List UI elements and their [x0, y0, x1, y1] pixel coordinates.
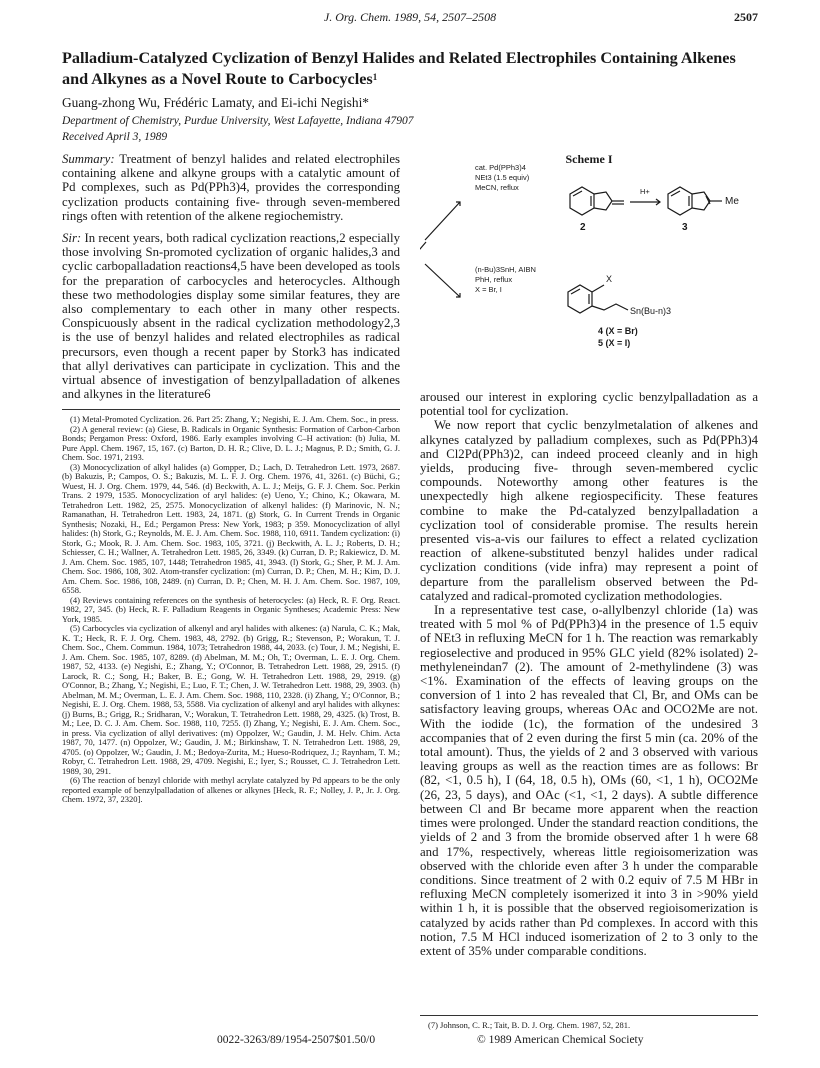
footnote-5: (5) Carbocycles via cyclization of alkenyl and aryl halides with alkenes: (a) Narula, C. K.; Mak, K. T.; Heck, R. F. J. Org. Chem. 1983, 48, 2792. (b) Grigg, R.; Stevenson, P.; Worakun, T. J. Chem. Soc., Chem. Commun. 1984, 1073; Tetrahedron 1988, 44, 2033. (c) Tour, J. M.; Negishi, E. J. Am. Chem. Soc. 1985, 107, 8289. (d) Abelman, M. M.; Oh, T.; Overman, L. E. J. Org. Chem. 1987, 52, 4133. (e) Negishi, E.; Zhang, Y.; O'Connor, B. Tetrahedron Lett. 1988, 29, 2915. (f) Larock, R. C.; Song, H.; Baker, B. E.; Gong, W. H. Tetrahedron Lett. 1988, 29, 2919. (g) O'Connor, B.; Zhang, Y.; Negishi, E.; Luo, F. T.; Chen, J. W. Tetrahedron Lett. 1988, 29, 3903. (h) Abelman, M. M.; Overman, L. E. J. Am. Chem. Soc. 1988, 110, 2328. (i) Zhang, Y.; O'Connor, B.; Negishi, E. J. Org. Chem. 1988, 53, 5588. Via cyclization of alkenyl and aryl halides with alkynes: (j) Burns, B.; Grigg, R.; Sridharan, V.; Worakun, T. Tetrahedron Lett. 1988, 29, 4325. (k) Trost, B. M.; Lee, D. C. J. Am. Chem. Soc. 1988, 110, 7255. (l) Zhang, Y.; Negishi, E. J. Am. Chem. Soc., in press. Via cyclization of allyl derivatives: (m) Oppolzer, W.; Gaudin, J. M. Helv. Chim. Acta 1987, 70, 1477. (n) Oppolzer, W.; Gaudin, J. M.; Birkinshaw, T. N. Tetrahedron Lett. 1988, 29, 4705. (o) Oppolzer, W.; Gaudin, J. M.; Bedoya-Zurita, M.; Hueso-Rodriquez, J.; Raynham, T. M.; Robyr, C. Tetrahedron Lett. 1988, 29, 4709. Negishi, E.; Iyer, S.; Rousset, C. J. Tetrahedron Lett. 1989, 30, 291. [62, 623, 400, 776]
compound-3-structure [668, 187, 722, 215]
footnote-7: (7) Johnson, C. R.; Tait, B. D. J. Org. Chem. 1987, 52, 281. [428, 1020, 631, 1030]
reagent-1-line-3: MeCN, reflux [475, 183, 519, 192]
page-header [62, 10, 758, 30]
footnote-7-block [420, 1007, 758, 1031]
journal-reference: J. Org. Chem. 1989, 54, 2507–2508 [323, 10, 497, 24]
reaction-arrow-1 [425, 202, 460, 240]
reagent-1-line-2: NEt3 (1.5 equiv) [475, 173, 530, 182]
footnote-2: (2) A general review: (a) Giese, B. Radicals in Organic Synthesis: Formation of Carbon-Carbon Bonds; Pergamon Press: Oxford, 1986. Early examples involving C–H activation: (b) Julia, M. Pure Appl. Chem. 1967, 15, 167. (c) Barton, D. H. R.; Clive, D. L. J.; Magnus, P. D.; Smith, G. J. Chem. Soc. 1971, 2193. [62, 423, 400, 463]
left-column [62, 152, 400, 805]
x-substituent-4: X [606, 274, 613, 284]
tin-substituent-label: Sn(Bu-n)3 [630, 306, 672, 316]
issn-code: 0022-3263/89/1954-2507$01.50/0 [217, 1034, 376, 1046]
sir-paragraph [62, 231, 400, 401]
footnotes [62, 415, 400, 805]
scheme-1 [420, 152, 758, 389]
reagent-2-line-1: (n-Bu)3SnH, AIBN [475, 265, 536, 274]
reaction-arrow-2 [425, 264, 460, 297]
footnote-7-divider [420, 1015, 758, 1016]
summary-text: Treatment of benzyl halides and related electrophiles containing alkene and alkyne groups with a catalytic amount of Pd complexes, such as Pd(PPh3)4, provides the corresponding cyclization products containing five- through seven-membered rings often with retention of the alkene regiochemistry. [62, 152, 401, 223]
authors: Guang-zhong Wu, Frédéric Lamaty, and Ei-ichi Negishi* [62, 95, 369, 110]
right-paragraph-2: We now report that cyclic benzylmetalation of alkenes and alkynes catalyzed by palladium complexes, such as Pd(PPh3)4 and Cl2Pd(PPh3)2, can indeed proceed cleanly and in high yields, producing five- through seven-membered cyclic compounds. Noteworthy among other features is the unexpectedly high alkene regiospecificity. These features combine to make the Pd-catalyzed benzylpalladation a cyclization tool of considerable promise. The results herein presented vis-a-vis our failures to effect a related cyclization reaction of alkene-substituted benzyl halides under radical cyclization conditions (vide infra) may represent a point of departure from the parallelism observed between the Pd-catalyzed and radical-promoted cyclization methodologies. [420, 418, 758, 603]
right-paragraph-1: aroused our interest in exploring cyclic benzylpalladation as a potential tool for cyclization. [420, 390, 758, 419]
compound-5-label: 5 (X = I) [598, 338, 631, 348]
compound-2-label: 2 [580, 222, 586, 233]
page-number: 2507 [734, 10, 758, 24]
summary [62, 152, 400, 223]
copyright: © 1989 American Chemical Society [477, 1034, 644, 1046]
sir-text: In recent years, both radical cyclization reactions,2 especially those involving Sn-promoted cyclization of organic halides,3 and cyclic carbopalladation reactions4,5 have been developed as tools for the preparation of carbocycles and heterocycles. Although these two methodologies display some similar features, they are also complementary to each other in many other respects. Conspicuously absent in the radical cyclization methodology2,3 is the use of benzyl halides and related electrophiles as radical precursors, even though a recent paper by Stork3 has indicated that allyl derivatives can participate in cyclization. This and the virtual absence of investigation of benzylpalladation of alkenes and alkynes in the literature6 [62, 231, 401, 402]
reagent-1-line-1: cat. Pd(PPh3)4 [475, 163, 526, 172]
compound-2-structure [570, 187, 624, 215]
footnote-4: (4) Reviews containing references on the synthesis of heterocycles: (a) Heck, R. F. Org. React. 1982, 27, 345. (b) Heck, R. F. Palladium Reagents in Organic Syntheses; Academic Press: New York, 1985. [62, 594, 400, 624]
affiliation: Department of Chemistry, Purdue University, West Lafayette, Indiana 47907 [62, 115, 414, 127]
footnote-1: (1) Metal-Promoted Cyclization. 26. Part 25: Zhang, Y.; Negishi, E. J. Am. Chem. Soc., in press. [70, 414, 399, 425]
article-title-text: Palladium-Catalyzed Cyclization of Benzyl Halides and Related Electrophiles Containing Alkenes and Alkynes as a Novel Route to Carbocycles [62, 49, 736, 88]
received-date: Received April 3, 1989 [62, 131, 168, 143]
right-paragraph-3: In a representative test case, o-allylbenzyl chloride (1a) was treated with 5 mol % of Pd(PPh3)4 in the presence of 1.5 equiv of NEt3 in refluxing MeCN for 1 h. The reaction was remarkably regioselective and produced in 95% GLC yield (82% isolated) 2-methyleneindan7 (2). The amount of 2-methylindene (3) was <1%. Examination of the effects of leaving groups on the conversion of 1 into 2 has revealed that Cl, Br, and OMs can be satisfactory leaving groups, whereas OAc and OCO2Me are not. With the iodide (1c), the formation of the undesired 3 accompanies that of 2 even during the first 5 min (ca. 20% of the total amount). Thus, the yields of 2 and 3 observed with various leaving groups as well as the reaction times are as follows: Br (82, <1, 0.5 h), I (64, 18, 0.5 h), OMs (60, <1, 1 h), OCO2Me (26, 23, 5 days), and OAc (<1, <1, 2 days). A subtle difference between Cl and Br became more apparent when the reaction times were prolonged. Under the standard reaction conditions, the yields of 2 and 3 from the bromide observed after 1 h were 68 and 17%, respectively, whereas little regioisomerization was observed with the chloride even after 3 h under the comparable conditions. Since treatment of 2 with 0.2 equiv of 7.5 M HBr in refluxing MeCN completely isomerized it into 3 in >90% yield within 1 h, it is possible that the observed regioisomerization is catalyzed by acids rather than Pd complexes. In accord with this notion, 7.5 M HCl induced isomerization of 2 to 3 only to the extent of 35% under comparable conditions. [420, 603, 758, 958]
compound-4-5-structure [568, 285, 628, 313]
footnote-3: (3) Monocyclization of alkyl halides (a) Gompper, D.; Lach, D. Tetrahedron Lett. 1973, 2687. (b) Bakuzis, P.; Campos, O. S.; Bakuzis, M. L. F. J. Org. Chem. 1976, 41, 3261. (c) Büchi, G.; Wuest, H. J. Org. Chem. 1979, 44, 546. (d) Beckwith, A. L. J.; Meijs, G. F. J. Chem. Soc. Perkin Trans. 2 1979, 1535. Monocyclization of aryl halides: (e) Ueno, Y.; Chino, K.; Okawara, M. Tetrahedron Lett. 1982, 25, 2575. Monocyclization of alkenyl halides: (f) Marinovic, N. N.; Ramanathan, H. Tetrahedron Lett. 1983, 24, 1871. (g) Stork, G. In Current Trends in Organic Synthesis; Nozaki, H., Ed.; Pergamon Press: New York, 1983; p 359. Monocyclization of allyl halides: (h) Stork, G.; Reynolds, M. E. J. Am. Chem. Soc. 1988, 110, 6911. Tandem cyclization: (i) Stork, G.; Mook, R. J. Am. Chem. Soc. 1983, 105, 3721. (j) Beckwith, A. L. J.; Roberts, D. H.; Schiesser, C. H.; Wallner, A. Tetrahedron Lett. 1985, 26, 3349. (k) Curran, D. P.; Rakiewicz, D. M. J. Am. Chem. Soc. 1985, 107, 1448; Tetrahedron 1985, 41, 3943. (l) Stork, G.; Sher, P. M. J. Am. Chem. Soc. 1986, 108, 302. Atom-transfer cyclization: (m) Curran, D. P.; Chen, M. H.; Kim, D. J. Am. Chem. Soc. 1986, 108, 2489. (n) Curran, D. P.; Chen, M. H. J. Am. Chem. Soc. 1987, 109, 6558. [62, 461, 400, 596]
h-plus-label: H+ [640, 187, 650, 196]
compound-3-label: 3 [682, 222, 688, 233]
compound-4-label: 4 (X = Br) [598, 326, 638, 336]
summary-label: Summary: [62, 152, 115, 166]
scheme-title: Scheme I [565, 152, 613, 166]
footnote-6: (6) The reaction of benzyl chloride with methyl acrylate catalyzed by Pd appears to be the only reported example of benzylpalladation of alkenes or alkynes [Heck, R. F.; Nolley, J. P., Jr. J. Org. Chem. 1972, 37, 2320]. [62, 775, 400, 805]
footnote-divider [62, 409, 400, 410]
article-title [62, 48, 758, 90]
compound-1-structure [420, 242, 426, 273]
reagent-2-line-2: PhH, reflux [475, 275, 513, 284]
scheme-drawing [420, 152, 758, 389]
sir-label: Sir: [62, 231, 82, 246]
reagent-2-line-3: X = Br, I [475, 285, 502, 294]
right-column-text [420, 390, 758, 958]
methyl-label: Me [725, 196, 739, 207]
title-footnote-mark: 1 [372, 72, 378, 82]
